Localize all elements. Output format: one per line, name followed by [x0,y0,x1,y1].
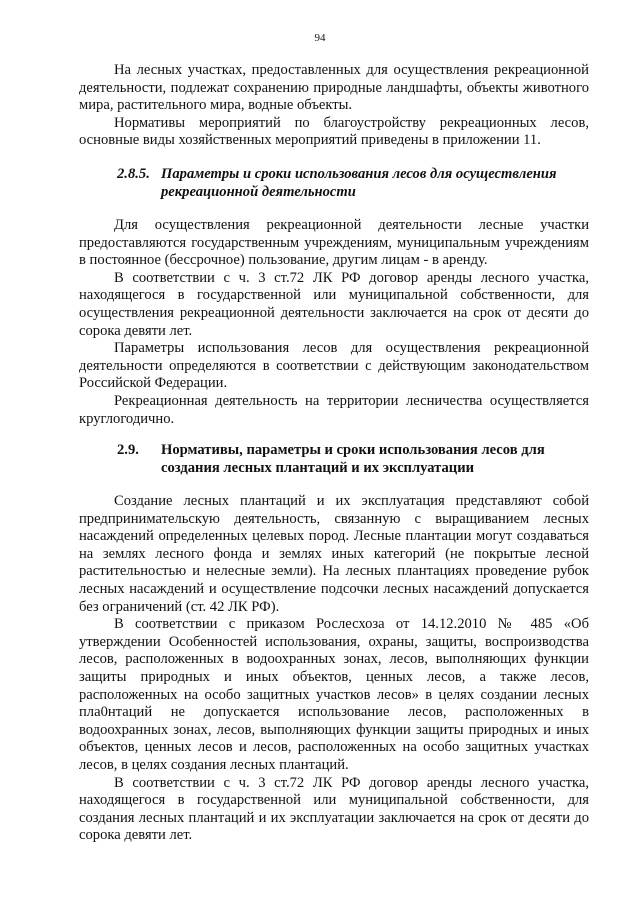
paragraph: Создание лесных плантаций и их эксплуатация представляют собой предпринимательскую деятельность, связанную с выращиванием лесных насаждений определенных целевых пород. Лесные плантации могут создаваться на землях лесного фонда и землях иных категорий (не покрытые лесной растительностью и нелесные земли). На лесных плантациях проведение рубок лесных насаждений и осуществление подсочки лесных насаждений допускается без ограничений (ст. 42 ЛК РФ). [79,493,589,615]
section-title-line2: создания лесных плантаций и их эксплуатации [161,459,475,476]
section-heading-2-9 [117,442,589,477]
section-number: 2.9. [117,442,139,458]
section-title-line1: Нормативы, параметры и сроки использования лесов для [161,442,545,458]
paragraph: Для осуществления рекреационной деятельности лесные участки предоставляются государственным учреждениям, муниципальным учреждениям в постоянное (бессрочное) пользование, другим лицам - в аренду. [79,217,589,269]
paragraph: Рекреационная деятельность на территории лесничества осуществляется круглогодично. [79,392,589,427]
section-2-9-body [79,493,589,845]
paragraph: На лесных участках, предоставленных для осуществления рекреационной деятельности, подлежат сохранению природные ландшафты, объекты животного мира, растительного мира, водные объекты. [79,62,589,114]
section-2-8-5-body [79,217,589,428]
paragraph: Нормативы мероприятий по благоустройству рекреационных лесов, основные виды хозяйственных мероприятий приведены в приложении 11. [79,114,589,149]
paragraph: В соответствии с ч. 3 ст.72 ЛК РФ договор аренды лесного участка, находящегося в государственной или муниципальной собственности, для осуществления рекреационной деятельности заключается на срок от десяти до сорока девяти лет. [79,269,589,339]
section-number: 2.8.5. [117,166,150,182]
section-title-line2: рекреационной деятельности [161,183,356,200]
paragraph: Параметры использования лесов для осуществления рекреационной деятельности определяются в соответствии с действующим законодательством Российской Федерации. [79,340,589,392]
paragraph: В соответствии с ч. 3 ст.72 ЛК РФ договор аренды лесного участка, находящегося в государственной или муниципальной собственности, для создания лесных плантаций и их эксплуатации заключается на срок от десяти до сорока девяти лет. [79,774,589,844]
paragraph: В соответствии с приказом Рослесхоза от 14.12.2010 № 485 «Об утверждении Особенностей использования, охраны, защиты, воспроизводства лесов, расположенных в водоохранных зонах, лесов, выполняющих функции защиты природных и иных объектов, ценных лесов, а также лесов, расположенных на особо защитных участков лесов» в целях создании лесных пла0нтаций не допускается использование лесов, расположенных в водоохранных зонах, лесов, выполняющих функции защиты природных и иных объектов, ценных лесов и лесов, расположенных на особо защитных участках лесов, в целях создания лесных плантаций. [79,616,589,773]
page-number: 94 [314,32,326,44]
section-title-line1: Параметры и сроки использования лесов для осуществления [161,166,557,182]
intro-text [79,62,589,150]
section-heading-2-8-5 [117,166,589,201]
